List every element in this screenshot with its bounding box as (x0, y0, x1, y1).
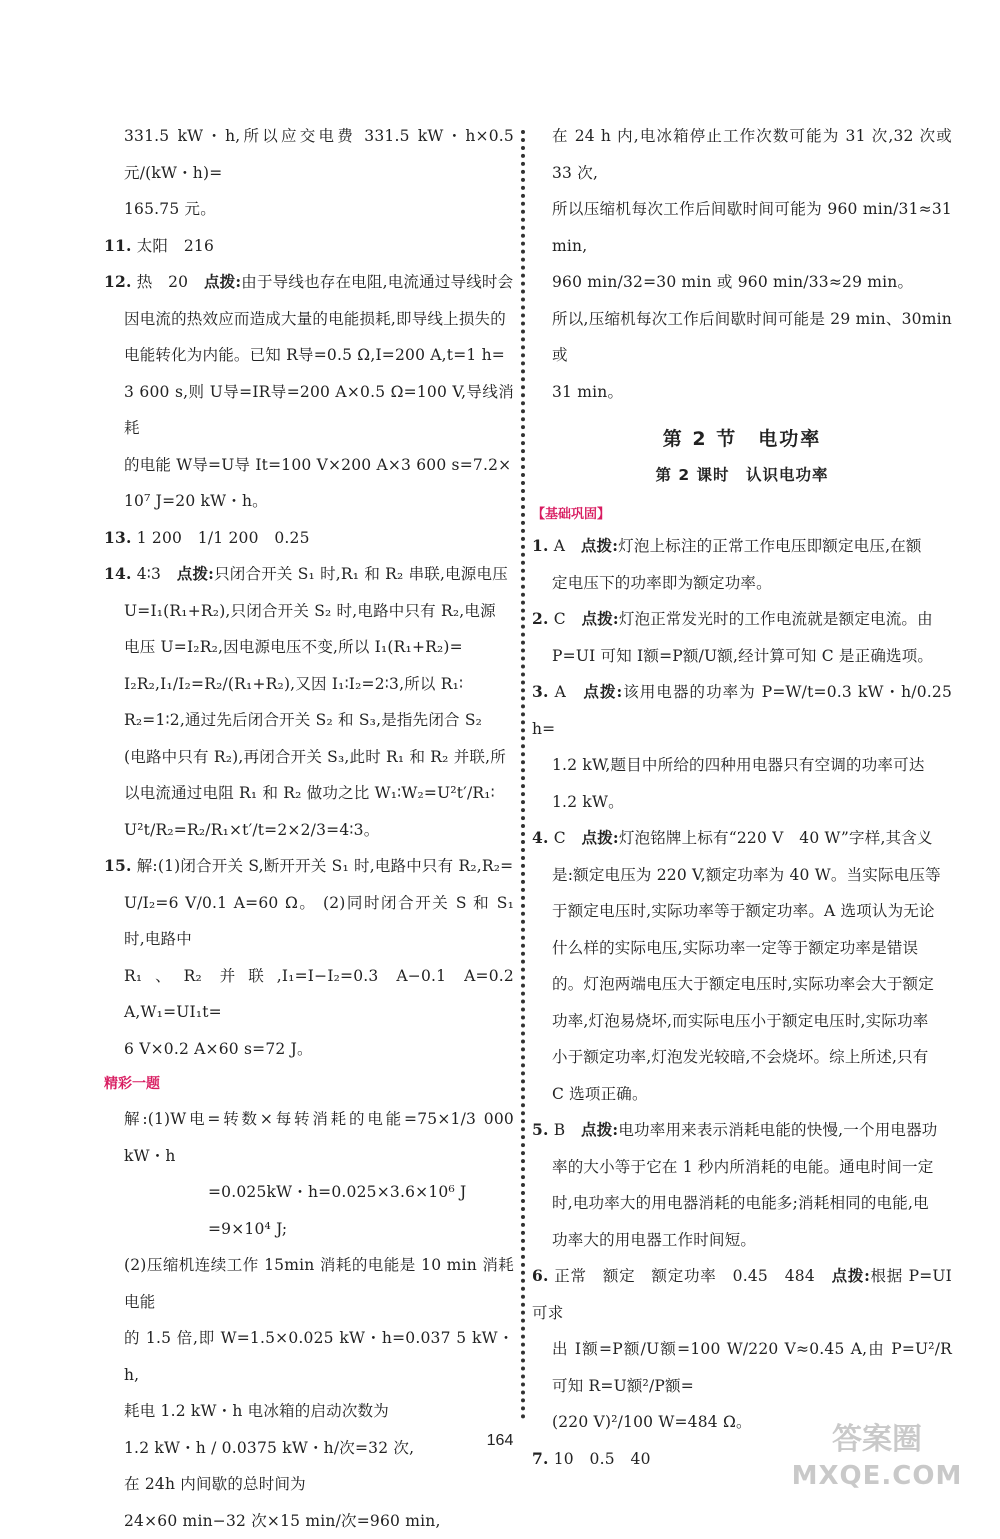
text-line: 因电流的热效应而造成大量的电能损耗,即导线上损失的 (104, 301, 514, 338)
text-line: I₂R₂,I₁/I₂=R₂/(R₁+R₂),又因 I₁∶I₂=2∶3,所以 R₁∶ (104, 666, 514, 703)
text-line: U=I₁(R₁+R₂),只闭合开关 S₂ 时,电路中只有 R₂,电源 (104, 593, 514, 630)
text-line: =9×10⁴ J; (104, 1211, 514, 1248)
text-line: 时,电功率大的用电器消耗的电能多;消耗相同的电能,电 (532, 1185, 952, 1222)
section-title: 第 2 节 电功率 (532, 424, 952, 451)
text-line: 960 min/32=30 min 或 960 min/33≈29 min。 (532, 264, 952, 301)
text-line: U/I₂=6 V/0.1 A=60 Ω。 (2)同时闭合开关 S 和 S₁ 时,电路中 (104, 885, 514, 958)
watermark-title: 答案圈 (832, 1422, 922, 1457)
lesson-title: 第 2 课时 认识电功率 (532, 463, 952, 485)
answer-1: 1. A 点拨:灯泡上标注的正常工作电压即额定电压,在额 (532, 528, 952, 565)
text-line: 的。灯泡两端电压大于额定电压时,实际功率会大于额定 (532, 966, 952, 1003)
text-line: P=UI 可知 I额=P额/U额,经计算可知 C 是正确选项。 (532, 638, 952, 675)
text-line: (2)压缩机连续工作 15min 消耗的电能是 10 min 消耗电能 (104, 1247, 514, 1320)
text-line: 所以压缩机每次工作后间歇时间可能为 960 min/31≈31 min, (532, 191, 952, 264)
text-line: 耗电 1.2 kW・h 电冰箱的启动次数为 (104, 1393, 514, 1430)
text-line: R₂=1∶2,通过先后闭合开关 S₂ 和 S₃,是指先闭合 S₂ (104, 702, 514, 739)
text-line: 6 V×0.2 A×60 s=72 J。 (104, 1031, 514, 1068)
text-line: C 选项正确。 (532, 1076, 952, 1113)
text-line: 1.2 kW・h / 0.0375 kW・h/次=32 次, (104, 1430, 514, 1467)
text-line: 1.2 kW,题目中所给的四种用电器只有空调的功率可达 (532, 747, 952, 784)
text-line: R₁、R₂ 并联,I₁=I−I₂=0.3 A−0.1 A=0.2 A,W₁=UI₁t= (104, 958, 514, 1031)
section-heading: 精彩一题 (104, 1073, 514, 1093)
text-line: 于额定电压时,实际功率等于额定功率。A 选项认为无论 (532, 893, 952, 930)
text-line: (电路中只有 R₂),再闭合开关 S₃,此时 R₁ 和 R₂ 并联,所 (104, 739, 514, 776)
text-line: (220 V)²/100 W=484 Ω。 (532, 1404, 952, 1441)
answer-4: 4. C 点拨:灯泡铭牌上标有“220 V 40 W”字样,其含义 (532, 820, 952, 857)
text-line: U²t/R₂=R₂/R₁×t′/t=2×2/3=4∶3。 (104, 812, 514, 849)
text-line: 在 24h 内间歇的总时间为 (104, 1466, 514, 1503)
text-line: 功率大的用电器工作时间短。 (532, 1222, 952, 1259)
answer-14: 14. 4∶3 点拨:只闭合开关 S₁ 时,R₁ 和 R₂ 串联,电源电压 (104, 556, 514, 593)
text-line: 功率,灯泡易烧坏,而实际电压小于额定电压时,实际功率 (532, 1003, 952, 1040)
text-line: 1.2 kW。 (532, 784, 952, 821)
text-line: =0.025kW・h=0.025×3.6×10⁶ J (104, 1174, 514, 1211)
text-line: 率的大小等于它在 1 秒内所消耗的电能。通电时间一定 (532, 1149, 952, 1186)
text-line: 电能转化为内能。已知 R导=0.5 Ω,I=200 A,t=1 h= (104, 337, 514, 374)
answer-13: 13. 1 200 1/1 200 0.25 (104, 520, 514, 557)
text-line: 所以,压缩机每次工作后间歇时间可能是 29 min、30min 或 (532, 301, 952, 374)
page-number: 164 (0, 1432, 1000, 1450)
text-line: 解:(1)W电=转数×每转消耗的电能=75×1/3 000 kW・h (104, 1101, 514, 1174)
text-line: 10⁷ J=20 kW・h。 (104, 483, 514, 520)
basic-consolidation-tag: 【基础巩固】 (532, 503, 952, 522)
answer-5: 5. B 点拨:电功率用来表示消耗电能的快慢,一个用电器功 (532, 1112, 952, 1149)
text-line: 电压 U=I₂R₂,因电源电压不变,所以 I₁(R₁+R₂)= (104, 629, 514, 666)
answer-7: 7. 10 0.5 40 (532, 1441, 952, 1478)
text-line: 的电能 W导=U导 It=100 V×200 A×3 600 s=7.2× (104, 447, 514, 484)
text-line: 31 min。 (532, 374, 952, 411)
text-line: 331.5 kW・h,所以应交电费 331.5 kW・h×0.5元/(kW・h)= (104, 118, 514, 191)
text-line: 165.75 元。 (104, 191, 514, 228)
text-line: 出 I额=P额/U额=100 W/220 V≈0.45 A,由 P=U²/R 可知 R=U额²/P额= (532, 1331, 952, 1404)
text-line: 的 1.5 倍,即 W=1.5×0.025 kW・h=0.037 5 kW・h, (104, 1320, 514, 1393)
watermark-logo (782, 1420, 972, 1502)
right-column (532, 118, 952, 1477)
watermark-url: MXQE.COM (782, 1460, 972, 1492)
answer-6: 6. 正常 额定 额定功率 0.45 484 点拨:根据 P=UI 可求 (532, 1258, 952, 1331)
text-line: 在 24 h 内,电冰箱停止工作次数可能为 31 次,32 次或 33 次, (532, 118, 952, 191)
text-line: 什么样的实际电压,实际功率一定等于额定功率是错误 (532, 930, 952, 967)
answer-11: 11. 太阳 216 (104, 228, 514, 265)
text-line: 是:额定电压为 220 V,额定功率为 40 W。当实际电压等 (532, 857, 952, 894)
answer-2: 2. C 点拨:灯泡正常发光时的工作电流就是额定电流。由 (532, 601, 952, 638)
text-line: 3 600 s,则 U导=IR导=200 A×0.5 Ω=100 V,导线消耗 (104, 374, 514, 447)
text-line: 定电压下的功率即为额定功率。 (532, 565, 952, 602)
left-column (104, 118, 514, 1539)
text-line: 小于额定功率,灯泡发光较暗,不会烧坏。综上所述,只有 (532, 1039, 952, 1076)
text-line: 24×60 min−32 次×15 min/次=960 min, (104, 1503, 514, 1539)
column-divider (521, 130, 525, 1420)
answer-12: 12. 热 20 点拨:由于导线也存在电阻,电流通过导线时会 (104, 264, 514, 301)
answer-3: 3. A 点拨:该用电器的功率为 P=W/t=0.3 kW・h/0.25 h= (532, 674, 952, 747)
answer-15: 15. 解:(1)闭合开关 S,断开开关 S₁ 时,电路中只有 R₂,R₂= (104, 848, 514, 885)
text-line: 以电流通过电阻 R₁ 和 R₂ 做功之比 W₁∶W₂=U²t′/R₁∶ (104, 775, 514, 812)
